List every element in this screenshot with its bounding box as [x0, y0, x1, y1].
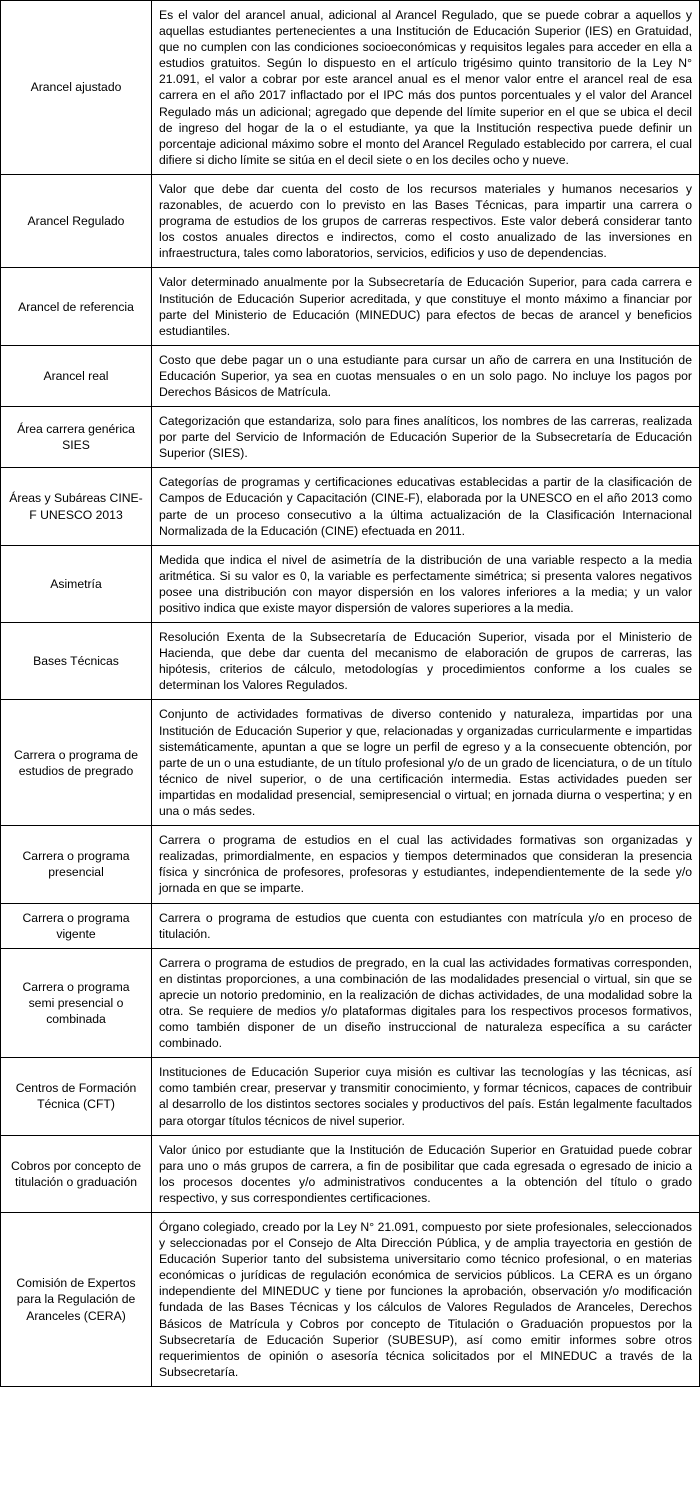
glossary-term: Centros de Formación Técnica (CFT) — [1, 1058, 152, 1135]
glossary-definition-text: Órgano colegiado, creado por la Ley N° 21.091, compuesto por siete profesionales, seleccionados y seleccionadas por el Consejo de Alta Dirección Pública, y de amplia trayectoria en gestión de Educación Superior tanto del subsistema universitario como técnico profesional, o en materias económicas o jurídicas de regulación económica de servicios públicos. La CERA es un órgano independiente del MINEDUC y tiene por funciones la aprobación, observación y/o modificación fundada de las Bases Técnicas y los cálculos de Valores Regulados de Aranceles, Derechos Básicos de Matrícula y Cobros por concepto de Titulación o Graduación propuestos por la Subsecretaría de Educación Superior (SUBESUP), así como emitir informes sobre otros requerimientos de opinión o asesoría técnica solicitados por el MINEDUC a través de la Subsecretaría. — [159, 1220, 692, 1379]
glossary-definition-text: Valor único por estudiante que la Institución de Educación Superior en Gratuidad puede cobrar para uno o más grupos de carrera, a fin de posibilitar que cada egresada o egresado de inicio a los procesos docentes y/o administrativos conducentes a la obtención del título o grado respectivo, y sus correspondientes certificaciones. — [159, 1142, 692, 1205]
table-row — [1, 468, 700, 545]
glossary-table-body — [1, 1, 700, 1387]
glossary-definition-text: Categorización que estandariza, solo para fines analíticos, los nombres de las carreras, realizada por parte del Servicio de Información de Educación Superior de la Subsecretaría de Educación Superior (SIES). — [159, 414, 692, 461]
glossary-definition — [152, 174, 700, 267]
glossary-definition — [152, 468, 700, 545]
glossary-definition-text: Carrera o programa de estudios que cuenta con estudiantes con matrícula y/o en proceso de titulación. — [159, 910, 692, 941]
table-row — [1, 1058, 700, 1135]
glossary-definition-text: Resolución Exenta de la Subsecretaría de Educación Superior, visada por el Ministerio de Hacienda, que debe dar cuenta del mecanismo de elaboración de grupos de carreras, las hipótesis, criterios de cálculo, metodologías y procedimientos conforme a los cuales se determinan los Valores Regulados. — [159, 630, 692, 693]
table-row — [1, 948, 700, 1058]
glossary-term: Carrera o programa semi presencial o combinada — [1, 948, 152, 1058]
table-row — [1, 623, 700, 700]
glossary-definition — [152, 826, 700, 903]
glossary-definition — [152, 700, 700, 826]
glossary-term: Área carrera genérica SIES — [1, 407, 152, 468]
glossary-definition — [152, 407, 700, 468]
glossary-term: Comisión de Expertos para la Regulación de Aranceles (CERA) — [1, 1213, 152, 1387]
table-row — [1, 1, 700, 175]
glossary-definition-text: Es el valor del arancel anual, adicional al Arancel Regulado, que se puede cobrar a aquellos y aquellas estudiantes pertenecientes a una Institución de Educación Superior (IES) en Gratuidad, que no cumplen con las condiciones socioeconómicas y requisitos legales para acceder en ella a estudios gratuitos. Según lo dispuesto en el artículo trigésimo quinto transitorio de la Ley N° 21.091, el valor a cobrar por este arancel anual es el menor valor entre el arancel real de esa carrera en el año 2017 inflactado por el IPC más dos puntos porcentuales y el valor del Arancel Regulado más un adicional; agregado que depende del límite superior en el que se ubica el decil de ingreso del hogar de la o el estudiante, ya que la Institución respectiva puede definir un porcentaje adicional máximo sobre el monto del Arancel Regulado establecido por carrera, el cual difiere si dicho límite se sitúa en el decil siete o en los deciles ocho y nueve. — [159, 8, 692, 167]
glossary-definition — [152, 1, 700, 175]
glossary-definition — [152, 545, 700, 622]
glossary-term: Carrera o programa de estudios de pregrado — [1, 700, 152, 826]
glossary-term: Arancel de referencia — [1, 268, 152, 345]
glossary-definition-text: Valor que debe dar cuenta del costo de los recursos materiales y humanos necesarios y razonables, de acuerdo con lo previsto en las Bases Técnicas, para impartir una carrera o programa de estudios de los grupos de carreras respectivos. Este valor deberá considerar tanto los costos anuales directos e indirectos, como el costo anualizado de las inversiones en infraestructura, tales como laboratorios, servicios, edificios y uso de dependencias. — [159, 181, 692, 261]
glossary-definition-text: Medida que indica el nivel de asimetría de la distribución de una variable respecto a la media aritmética. Si su valor es 0, la variable es perfectamente simétrica; si presenta valores negativos posee una distribución con mayor dispersión en los valores inferiores a la media; y un valor positivo indica que existe mayor dispersión de valores superiores a la media. — [159, 552, 692, 615]
glossary-term: Arancel real — [1, 345, 152, 406]
glossary-term: Arancel ajustado — [1, 1, 152, 175]
glossary-definition-text: Instituciones de Educación Superior cuya misión es cultivar las tecnologías y las técnicas, así como también crear, preservar y transmitir conocimiento, y formar técnicos, capaces de contribuir al desarrollo de los distintos sectores sociales y productivos del país. Están legalmente facultados para otorgar títulos técnicos de nivel superior. — [159, 1065, 692, 1128]
table-row — [1, 268, 700, 345]
glossary-definition-text: Carrera o programa de estudios de pregrado, en la cual las actividades formativas corresponden, en distintas proporciones, a una combinación de las modalidades presencial o virtual, sin que se aprecie un notorio predominio, en la realización de dichas actividades, de una modalidad sobre la otra. Se requiere de medios y/o plataformas digitales para los respectivos procesos formativos, como también disponer de un diseño instruccional de naturaleza específica a su carácter combinado. — [159, 955, 692, 1051]
glossary-term: Cobros por concepto de titulación o graduación — [1, 1135, 152, 1212]
glossary-definition-text: Costo que debe pagar un o una estudiante para cursar un año de carrera en una Institución de Educación Superior, ya sea en cuotas mensuales o en un solo pago. No incluye los pagos por Derechos Básicos de Matrícula. — [159, 352, 692, 399]
glossary-term: Carrera o programa presencial — [1, 826, 152, 903]
table-row — [1, 826, 700, 903]
table-row — [1, 1135, 700, 1212]
glossary-term: Bases Técnicas — [1, 623, 152, 700]
table-row — [1, 1213, 700, 1387]
table-row — [1, 903, 700, 948]
glossary-definition — [152, 1058, 700, 1135]
glossary-term: Carrera o programa vigente — [1, 903, 152, 948]
glossary-definition — [152, 623, 700, 700]
glossary-definition-text: Conjunto de actividades formativas de diverso contenido y naturaleza, impartidas por una Institución de Educación Superior y que, relacionadas y organizadas curricularmente e impartidas sistemáticamente, apuntan a que se logre un perfil de egreso y a la consecuente obtención, por parte de un o una estudiante, de un título profesional y/o de un grado de licenciatura, o de un título técnico de nivel superior, o de una certificación intermedia. Estas actividades pueden ser impartidas en modalidad presencial, semipresencial o virtual; en jornada diurna o vespertina; y en una o más sedes. — [159, 707, 692, 819]
glossary-term: Áreas y Subáreas CINE-F UNESCO 2013 — [1, 468, 152, 545]
glossary-definition — [152, 1135, 700, 1212]
glossary-definition — [152, 345, 700, 406]
glossary-definition — [152, 903, 700, 948]
glossary-definition — [152, 948, 700, 1058]
glossary-definition-text: Categorías de programas y certificaciones educativas establecidas a partir de la clasificación de Campos de Educación y Capacitación (CINE-F), elaborada por la UNESCO en el año 2013 como parte de un proceso consecutivo a la última actualización de la Clasificación Internacional Normalizada de la Educación (CINE) efectuada en 2011. — [159, 475, 692, 538]
glossary-term: Arancel Regulado — [1, 174, 152, 267]
glossary-definition — [152, 1213, 700, 1387]
glossary-term: Asimetría — [1, 545, 152, 622]
table-row — [1, 700, 700, 826]
table-row — [1, 345, 700, 406]
table-row — [1, 407, 700, 468]
table-row — [1, 174, 700, 267]
glossary-definition-text: Valor determinado anualmente por la Subsecretaría de Educación Superior, para cada carrera e Institución de Educación Superior acreditada, y que constituye el monto máximo a financiar por parte del Ministerio de Educación (MINEDUC) para efectos de becas de arancel y beneficios estudiantiles. — [159, 275, 692, 338]
glossary-definition — [152, 268, 700, 345]
glossary-definition-text: Carrera o programa de estudios en el cual las actividades formativas son organizadas y realizadas, primordialmente, en espacios y tiempos determinados que consideran la presencia física y sincrónica de profesores, profesoras y estudiantes, independientemente de la sede y/o jornada en que se imparte. — [159, 833, 692, 896]
table-row — [1, 545, 700, 622]
